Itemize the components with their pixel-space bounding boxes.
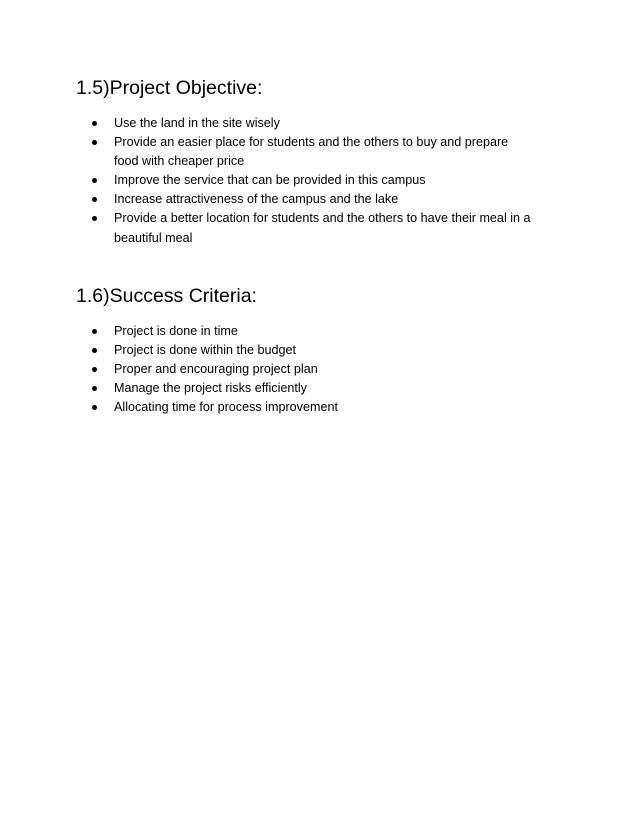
bullet-icon: [92, 140, 97, 145]
bullet-icon: [92, 216, 97, 221]
list-item-text: Project is done within the budget: [114, 343, 297, 358]
bullet-icon: [92, 348, 97, 353]
bullet-icon: [92, 121, 97, 126]
list-item: [76, 190, 576, 209]
list-item-text: Manage the project risks efficiently: [114, 381, 307, 396]
list-item: [76, 209, 576, 247]
bullet-icon: [92, 367, 97, 372]
list-item-text: Project is done in time: [114, 324, 238, 338]
list-item-text: Proper and encouraging project plan: [114, 362, 318, 377]
list-item: [76, 379, 576, 398]
project-objective-section: [76, 76, 576, 248]
bullet-icon: [92, 178, 97, 183]
list-item-text: Provide a better location for students and the others to have their meal in a beautiful meal: [114, 211, 531, 245]
list-item-text: Use the land in the site wisely: [114, 116, 280, 130]
list-item: [76, 114, 576, 133]
list-item: [76, 341, 576, 360]
bullet-icon: [92, 197, 97, 202]
list-item: [76, 171, 576, 190]
list-item-text: Provide an easier place for students and the others to buy and prepare food with cheaper price: [114, 135, 509, 169]
list-item: [76, 322, 576, 341]
list-item: [76, 133, 576, 171]
project-objective-list: [76, 114, 576, 248]
bullet-icon: [92, 329, 97, 334]
list-item: [76, 360, 576, 379]
list-item-text: Allocating time for process improvement: [114, 400, 338, 415]
success-criteria-section: [76, 284, 576, 417]
list-item: [76, 398, 576, 417]
success-criteria-heading: 1.6)Success Criteria:: [76, 285, 257, 307]
bullet-icon: [92, 386, 97, 391]
bullet-icon: [92, 405, 97, 410]
success-criteria-list: [76, 322, 576, 417]
project-objective-heading: 1.5)Project Objective:: [76, 77, 263, 99]
list-item-text: Improve the service that can be provided in this campus: [114, 173, 426, 188]
list-item-text: Increase attractiveness of the campus and the lake: [114, 192, 399, 207]
